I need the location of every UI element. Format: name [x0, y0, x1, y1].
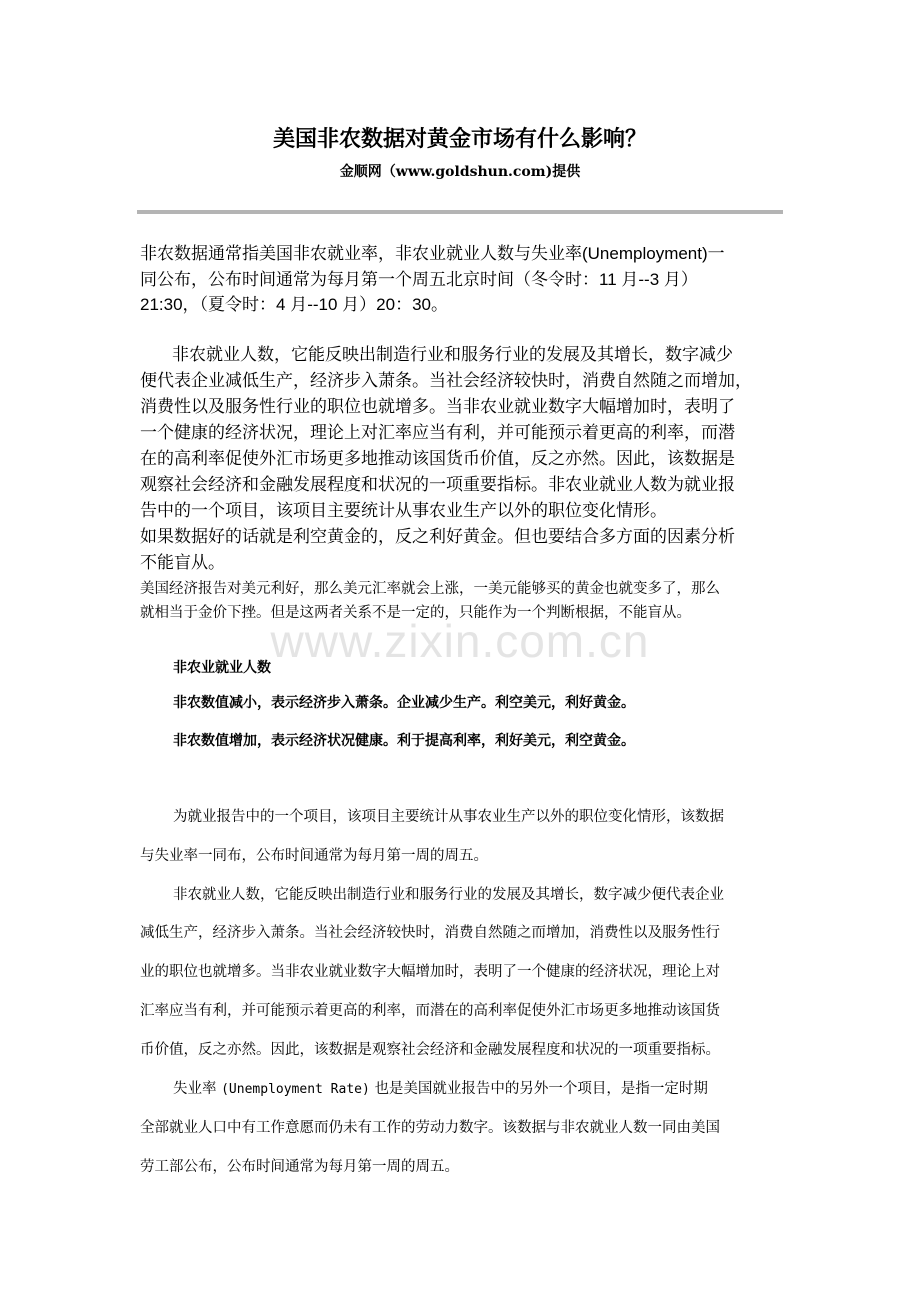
text-line: 在的高利率促使外汇市场更多地推动该国货币价值，反之亦然。因此，该数据是 — [140, 449, 735, 469]
text-line: 币价值，反之亦然。因此，该数据是观察社会经济和金融发展程度和状况的一项重要指标。 — [140, 1041, 720, 1058]
text-line: 汇率应当有利，并可能预示着更高的利率，而潜在的高利率促使外汇市场更多地推动该国货 — [140, 1002, 720, 1019]
text-line: 不能盲从。 — [140, 553, 225, 573]
text-line: 与失业率一同布，公布时间通常为每月第一周的周五。 — [140, 847, 488, 864]
text-span: 失业率 — [173, 1080, 217, 1097]
document-subtitle: 金顺网（www.goldshun.com)提供 — [339, 164, 581, 180]
text-line: 为就业报告中的一个项目，该项目主要统计从事农业生产以外的职位变化情形，该数据 — [173, 809, 724, 825]
text-line: 如果数据好的话就是利空黄金的，反之利好黄金。但也要结合多方面的因素分析 — [140, 527, 735, 547]
text-line: 一个健康的经济状况，理论上对汇率应当有利，并可能预示着更高的利率，而潜 — [140, 423, 735, 443]
bold-heading: 非农业就业人数 — [173, 660, 271, 676]
paragraph-intro — [140, 241, 785, 318]
text-line: 便代表企业减低生产，经济步入萧条。当社会经济较快时，消费自然随之而增加， — [140, 371, 752, 391]
text-line — [140, 1070, 785, 1110]
text-line: 劳工部公布，公布时间通常为每月第一周的周五。 — [140, 1159, 459, 1176]
text-line: 告中的一个项目，该项目主要统计从事农业生产以外的职位变化情形。 — [140, 501, 667, 521]
bold-item: 非农数值增加，表示经济状况健康。利于提高利率，利好美元，利空黄金。 — [173, 733, 635, 749]
text-line: 非农数据通常指美国非农就业率，非农业就业人数与失业率(Unemployment)一 — [140, 244, 725, 263]
text-line: 同公布，公布时间通常为每月第一个周五北京时间（冬令时：11 月--3 月） — [140, 269, 698, 289]
text-line: 观察社会经济和金融发展程度和状况的一项重要指标。非农业就业人数为就业报 — [140, 475, 735, 495]
text-line: 全部就业人口中有工作意愿而仍未有工作的劳动力数字。该数据与非农就业人数一同由美国 — [140, 1120, 720, 1137]
text-line: 业的职位也就增多。当非农业就业数字大幅增加时，表明了一个健康的经济状况，理论上对 — [140, 964, 720, 981]
paragraph-nonfarm — [140, 342, 785, 576]
text-line: 21:30，（夏令时：4 月--10 月）20：30。 — [140, 295, 448, 314]
watermark: www.zixin.com.cn — [270, 615, 650, 667]
text-line: 非农就业人数，它能反映出制造行业和服务行业的发展及其增长，数字减少便代表企业 — [173, 886, 724, 903]
bold-item: 非农数值减小，表示经济步入萧条。企业减少生产。利空美元，利好黄金。 — [173, 695, 635, 711]
text-line: 就相当于金价下挫。但是这两者关系不是一定的，只能作为一个判断根据，不能盲从。 — [140, 605, 691, 621]
text-line: 非农就业人数，它能反映出制造行业和服务行业的发展及其增长，数字减少 — [172, 345, 733, 365]
text-line: 美国经济报告对美元利好，那么美元汇率就会上涨，一美元能够买的黄金也就变多了，那么 — [140, 581, 720, 597]
divider — [137, 210, 783, 214]
text-span-mono: (Unemployment Rate) — [221, 1081, 370, 1097]
text-line: 减低生产，经济步入萧条。当社会经济较快时，消费自然随之而增加，消费性以及服务性行 — [140, 925, 720, 942]
text-line: 消费性以及服务性行业的职位也就增多。当非农业就业数字大幅增加时，表明了 — [140, 397, 735, 417]
paragraph-details — [140, 798, 785, 1187]
document-title: 美国非农数据对黄金市场有什么影响？ — [272, 127, 647, 152]
text-span: 也是美国就业报告中的另外一个项目，是指一定时期 — [374, 1080, 708, 1097]
